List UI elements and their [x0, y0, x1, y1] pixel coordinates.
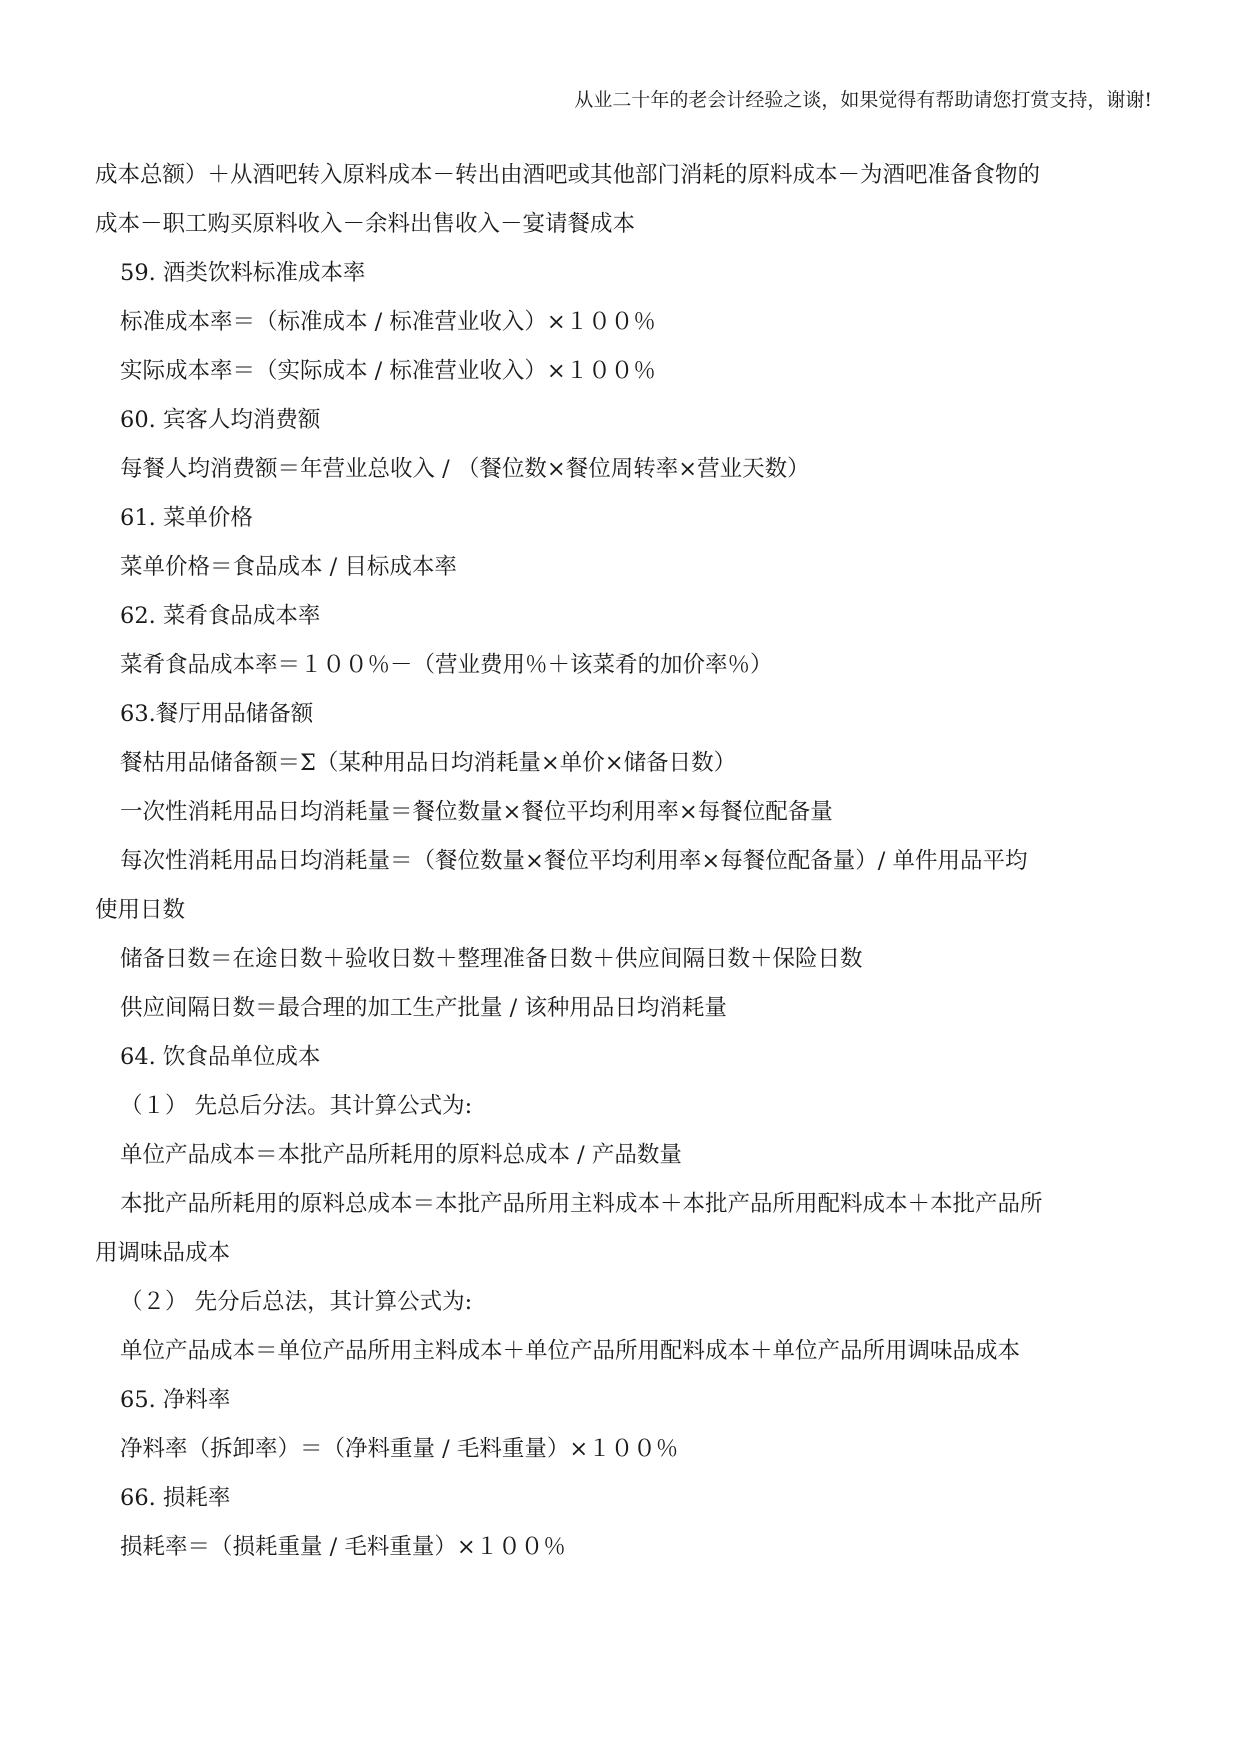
text-line: 64. 饮食品单位成本 [120, 1044, 321, 1070]
text-line: 净料率（拆卸率）＝（净料重量 / 毛料重量）×１００％ [120, 1436, 679, 1462]
header-note: 从业二十年的老会计经验之谈，如果觉得有帮助请您打赏支持，谢谢! [574, 89, 1152, 111]
text-line: 62. 菜肴食品成本率 [120, 603, 321, 629]
text-line: 菜肴食品成本率＝１００％－（营业费用％＋该菜肴的加价率％） [120, 652, 773, 678]
text-line: （２） 先分后总法，其计算公式为: [120, 1289, 473, 1315]
text-line: 餐枯用品储备额＝Σ（某种用品日均消耗量×单价×储备日数） [120, 750, 737, 776]
text-line: 储备日数＝在途日数＋验收日数＋整理准备日数＋供应间隔日数＋保险日数 [120, 946, 863, 972]
text-line: 供应间隔日数＝最合理的加工生产批量 / 该种用品日均消耗量 [120, 995, 727, 1021]
text-line: 60. 宾客人均消费额 [120, 407, 321, 433]
text-line: 一次性消耗用品日均消耗量＝餐位数量×餐位平均利用率×每餐位配备量 [120, 799, 833, 825]
text-line: 本批产品所耗用的原料总成本＝本批产品所用主料成本＋本批产品所用配料成本＋本批产品所 [120, 1191, 1043, 1217]
text-line: （１） 先总后分法。其计算公式为: [120, 1093, 473, 1119]
text-line: 菜单价格＝食品成本 / 目标成本率 [120, 554, 457, 580]
text-line: 损耗率＝（损耗重量 / 毛料重量）×１００％ [120, 1534, 566, 1560]
text-line: 59. 酒类饮料标准成本率 [120, 260, 366, 286]
text-line: 每次性消耗用品日均消耗量＝（餐位数量×餐位平均利用率×每餐位配备量）/ 单件用品平均 [120, 848, 1028, 874]
document-body [95, 151, 1145, 1572]
text-line: 成本总额）＋从酒吧转入原料成本－转出由酒吧或其他部门消耗的原料成本－为酒吧准备食物的 [95, 162, 1041, 188]
text-line: 标准成本率＝（标准成本 / 标准营业收入）×１００％ [120, 309, 656, 335]
text-line: 单位产品成本＝单位产品所用主料成本＋单位产品所用配料成本＋单位产品所用调味品成本 [120, 1338, 1021, 1364]
text-line: 成本－职工购买原料收入－余料出售收入－宴请餐成本 [95, 211, 636, 237]
text-line: 63.餐厅用品储备额 [120, 701, 314, 727]
text-line: 实际成本率＝（实际成本 / 标准营业收入）×１００％ [120, 358, 656, 384]
text-line: 每餐人均消费额＝年营业总收入 / （餐位数×餐位周转率×营业天数） [120, 456, 810, 482]
text-line: 用调味品成本 [95, 1240, 231, 1266]
text-line: 61. 菜单价格 [120, 505, 253, 531]
text-line: 单位产品成本＝本批产品所耗用的原料总成本 / 产品数量 [120, 1142, 682, 1168]
text-line: 使用日数 [95, 897, 186, 923]
text-line: 66. 损耗率 [120, 1485, 231, 1511]
text-line: 65. 净料率 [120, 1387, 231, 1413]
